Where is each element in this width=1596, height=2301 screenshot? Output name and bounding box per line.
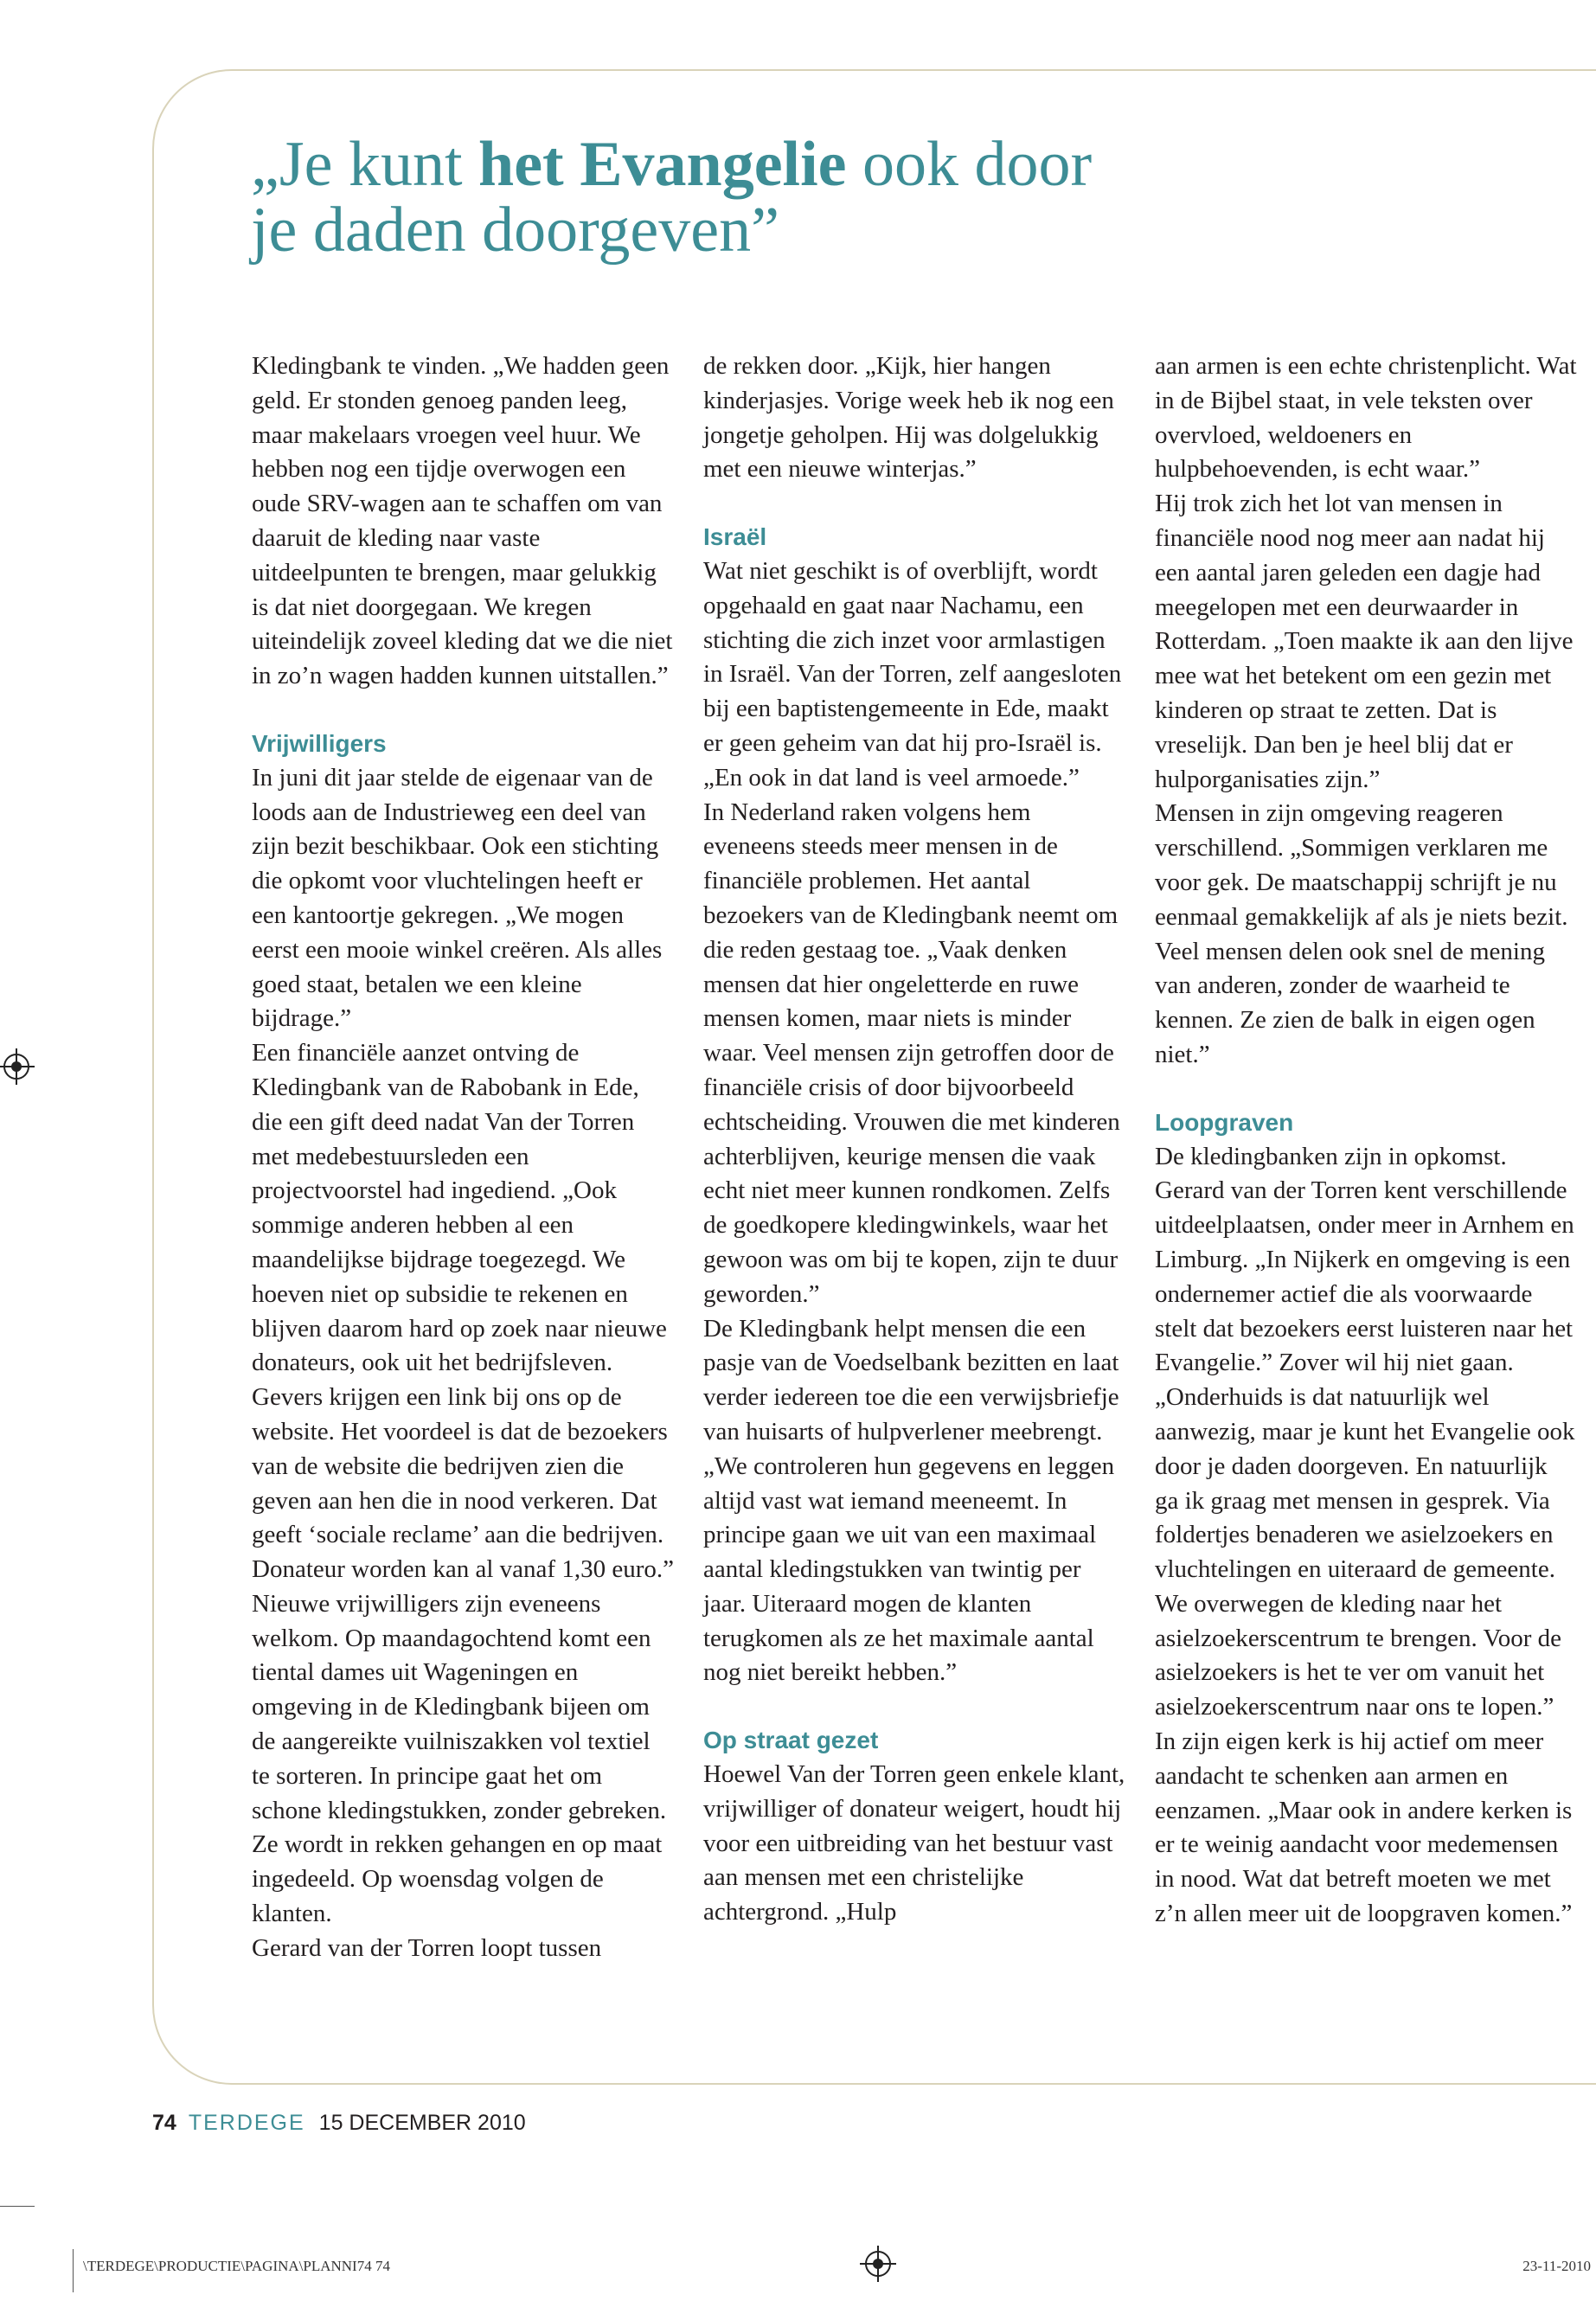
subheading-op-straat-gezet: Op straat gezet [703,1727,879,1754]
paragraph: Hij trok zich het lot van mensen in financiële nood nog meer aan nadat hij een aantal jaren geleden een dagje had meegelopen met een deurwaarder in Rotterdam. „Toen maakte ik aan den lijve mee wat het betekent om een gezin met kinderen op straat te zetten. Dat is vreselijk. Dan ben je heel blij dat er hulporganisaties zijn.” [1155,490,1574,793]
headline [251,129,1462,266]
subheading-israel: Israël [703,523,767,551]
paragraph: Een financiële aanzet ontving de Kledingbank van de Rabobank in Ede, die een gift deed nadat Van der Torren met medebestuursleden een projectvoorstel had ingediend. „Ook sommige anderen hebben al een maandelijkse bijdrage toegezegd. We hoeven niet op subsidie te rekenen en blijven daarom hard op zoek naar nieuwe donateurs, ook uit het bedrijfsleven. Gevers krijgen een link bij ons op de website. Het voordeel is dat de bezoekers van de website die bedrijven zien die geven aan hen die in nood verkeren. Dat geeft ‘sociale reclame’ aan die bedrijven. Donateur worden kan al vanaf 1,30 euro.” [252,1039,674,1584]
print-slug-date: 23-11-2010 [1522,2258,1591,2274]
registration-mark-icon [3,1054,29,1080]
issue-date: 15 DECEMBER 2010 [318,2111,526,2135]
article-column-1 [252,349,674,1966]
paragraph: aan armen is een echte christenplicht. Wat in de Bijbel staat, in vele teksten over overvloed, weldoeners en hulpbehoevenden, is echt waar.” [1155,352,1577,484]
article-column-3 [1155,349,1577,1932]
paragraph: Gerard van der Torren loopt tussen [252,1933,602,1962]
registration-mark-icon [865,2251,891,2277]
paragraph: Hoewel Van der Torren geen enkele klant, vrijwilliger of donateur weigert, houdt hij voor een uitbreiding van het bestuur vast aan mensen met een christelijke achtergrond. „Hulp [703,1760,1125,1926]
headline-post: ook door [846,129,1093,200]
paragraph: de rekken door. „Kijk, hier hangen kinderjasjes. Vorige week heb ik nog een jongetje geholpen. Hij was dolgelukkig met een nieuwe winterjas.” [703,352,1114,484]
print-slug-path: \TERDEGE\PRODUCTIE\PAGINA\PLANNI74 74 [83,2258,390,2274]
headline-line2: je daden doorgeven” [251,195,779,266]
paragraph: In Nederland raken volgens hem eveneens steeds meer mensen in de financiële problemen. Het aantal bezoekers van de Kledingbank neemt om die reden gestaag toe. „Vaak denken mensen dat hier ongeletterde en ruwe mensen komen, maar niets is minder waar. Veel mensen zijn getroffen door de financiële crisis of door bijvoorbeeld echtscheiding. Vrouwen die met kinderen achterblijven, keurige mensen die vaak echt niet meer kunnen rondkomen. Zelfs de goedkopere kledingwinkels, waar het gewoon was om bij te kopen, zijn te duur geworden.” [703,798,1120,1308]
article-column-2 [703,349,1125,1930]
paragraph: Wat niet geschikt is of overblijft, wordt opgehaald en gaat naar Nachamu, een stichting die zich inzet voor armlastigen in Israël. Van der Torren, zelf aangesloten bij een baptistengemeente in Ede, maakt er geen geheim van dat hij pro-Israël is. „En ook in dat land is veel armoede.” [703,556,1122,792]
paragraph: De kledingbanken zijn in opkomst. Gerard van der Torren kent verschillende uitdeelplaatsen, onder meer in Arnhem en Limburg. „In Nijkerk en omgeving is een ondernemer actief die als voorwaarde stelt dat bezoekers eerst luisteren naar het Evangelie.” Zover wil hij niet gaan. „Onderhuids is dat natuurlijk wel aanwezig, maar je kunt het Evangelie ook door je daden doorgeven. En natuurlijk ga ik graag met mensen in gesprek. Via foldertjes benaderen we asielzoekers en vluchtelingen en uiteraard de gemeente. We overwegen de kleding naar het asielzoekerscentrum te brengen. Voor de asielzoekers is het te ver om vanuit het asielzoekerscentrum naar ons te lopen.” [1155,1142,1575,1721]
crop-mark [73,2249,74,2292]
paragraph: De Kledingbank helpt mensen die een pasje van de Voedselbank bezitten en laat verder iedereen toe die een verwijsbriefje van huisarts of hulpverlener meebrengt. „We controleren hun gegevens en leggen altijd vast wat iemand meeneemt. In principe gaan we uit van een maximaal aantal kledingstukken van twintig per jaar. Uiteraard mogen de klanten terugkomen als ze het maximale aantal nog niet bereikt hebben.” [703,1314,1119,1687]
page-number: 74 [152,2111,176,2135]
headline-bold: het Evangelie [478,129,847,200]
paragraph: In juni dit jaar stelde de eigenaar van de loods aan de Industrieweg een deel van zijn bezit beschikbaar. Ook een stichting die opkomt voor vluchtelingen heeft er een kantoortje gekregen. „We mogen eerst een mooie winkel creëren. Als alles goed staat, betalen we een kleine bijdrage.” [252,763,663,1033]
paragraph: In zijn eigen kerk is hij actief om meer aandacht te schenken aan armen en eenzamen. „Maar ook in andere kerken is er te weinig aandacht voor medemensen in nood. Wat dat betreft moeten we met z’n allen meer uit de loopgraven komen.” [1155,1727,1573,1928]
page-footer [152,2111,526,2136]
magazine-name: TERDEGE [188,2111,305,2135]
subheading-vrijwilligers: Vrijwilligers [252,729,387,757]
paragraph: Nieuwe vrijwilligers zijn eveneens welkom. Op maandagochtend komt een tiental dames uit Wageningen en omgeving in de Kledingbank bijeen om de aangereikte vuilniszakken vol textiel te sorteren. In principe gaat het om schone kledingstukken, zonder gebreken. Ze wordt in rekken gehangen en op maat ingedeeld. Op woensdag volgen de klanten. [252,1589,667,1928]
subheading-loopgraven: Loopgraven [1155,1108,1294,1136]
paragraph: Mensen in zijn omgeving reageren verschillend. „Sommigen verklaren me voor gek. De maatschappij schrijft je nu eenmaal gemakkelijk af als je niets bezit. Veel mensen delen ook snel de mening van anderen, zonder de waarheid te kennen. Ze zien de balk in eigen ogen niet.” [1155,799,1568,1068]
paragraph: Kledingbank te vinden. „We hadden geen geld. Er stonden genoeg panden leeg, maar makelaars vroegen veel huur. We hebben nog een tijdje overwogen een oude SRV-wagen aan te schaffen om van daaruit de kleding naar vaste uitdeelpunten te brengen, maar gelukkig is dat niet doorgegaan. We kregen uiteindelijk zoveel kleding dat we die niet in zo’n wagen hadden kunnen uitstallen.” [252,352,673,690]
headline-pre: „Je kunt [251,129,479,200]
crop-mark [0,2206,35,2207]
